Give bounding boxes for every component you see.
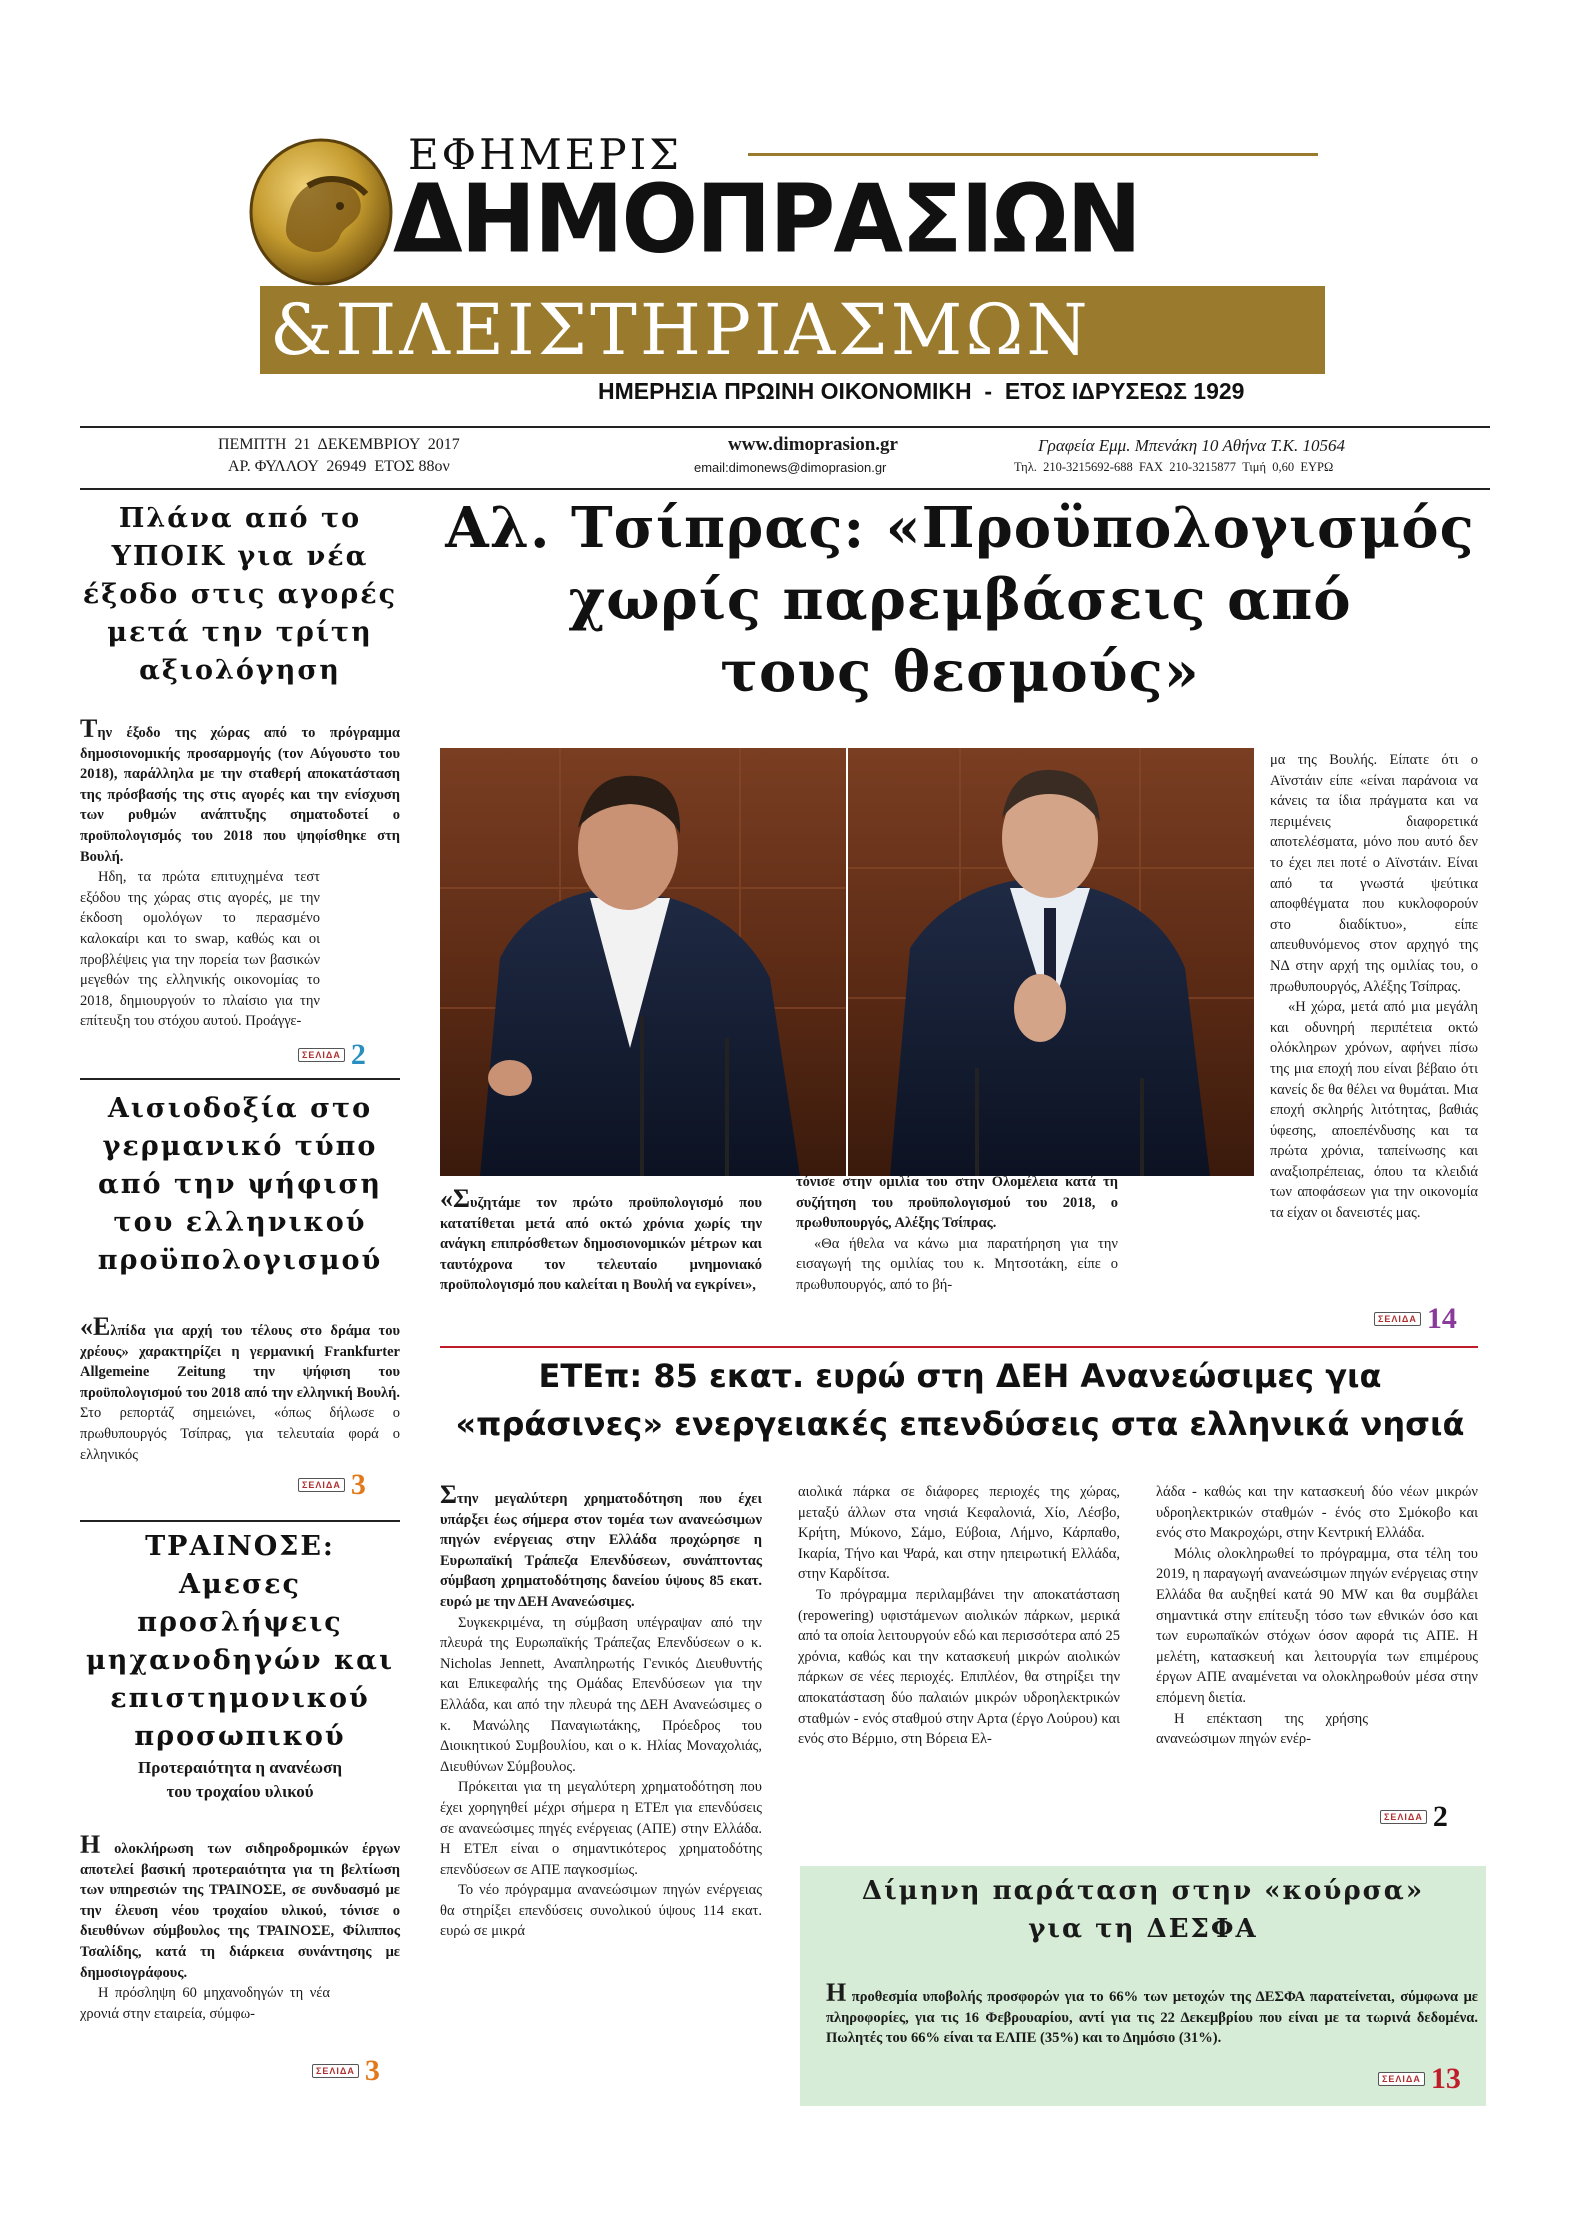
etep-page-ref[interactable]: ΣΕΛΙΔΑ 2 (1380, 1800, 1448, 1834)
side3-subhead: Προτεραιότητα η ανανέωση του τροχαίου υλικού (138, 1758, 342, 1801)
main-photo (440, 748, 1254, 1176)
main-caption-mid: τόνισε στην ομιλία του στην Ολομέλεια κατά τη συζήτηση του προϋπολογισμού του 2018, ο πρωθυπουργός, Αλέξης Τσίπρας. «Θα ήθελα να κάνω μια παρατήρηση για την εισαγωγή της ομιλίας του κ. Μητσοτάκη, είπε ο πρωθυπουργός, από το βή- (796, 1174, 1118, 1293)
website-link[interactable]: www.dimoprasion.gr (728, 434, 898, 455)
office-address: Γραφεία Εμμ. Μπενάκη 10 Αθήνα Τ.Κ. 10564 (1038, 436, 1346, 455)
issue-date: ΠΕΜΠΤΗ 21 ΔΕΚΕΜΒΡΙΟΥ 2017 (218, 436, 460, 453)
etep-headline: ΕΤΕπ: 85 εκατ. ευρώ στη ΔΕΗ Ανανεώσιμες για «πράσινες» ενεργειακές επενδύσεις στα ελληνικά νησιά (455, 1357, 1465, 1443)
masthead-line3: &ΠΛΕΙΣΤΗΡΙΑΣΜΩΝ (270, 289, 1091, 371)
side2-text: «Ελπίδα για αρχή του τέλους στο δράμα του χρέους» χαρακτηρίζει η γερμανική Frankfurter Allgemeine Zeitung την ψήφιση του προϋπολογισμού του 2018 από την ελληνική Βουλή. Στο ρεπορτάζ σημειώνει, «όπως δήλωσε ο πρωθυπουργός Τσίπρας, για τελευταία φορά ο ελληνικός (80, 1312, 400, 1463)
masthead-line1: ΕΦΗΜΕΡΙΣ (408, 130, 682, 179)
desfa-page-ref[interactable]: ΣΕΛΙΔΑ 13 (1378, 2062, 1461, 2096)
side1-text: Την έξοδο της χώρας από το πρόγραμμα δημοσιονομικής προσαρμογής (τον Αύγουστο του 2018), παράλληλα με την σταθερή αποκατάσταση της πρόσβασής της στις αγορές και την ενίσχυση των ρυθμών ανάπτυξης σηματοδοτεί ο προϋπολογισμός του 2018 που ψηφίσθηκε στη Βουλή. Ηδη, τα πρώτα επιτυχημένα τεστ εξόδου της χώρας στις αγορές, με την έκδοση ομολόγων το περασμένο καλοκαίρι και το swap, καθώς και οι προβλέψεις για την πορεία των βασικών μεγεθών της ελληνικής οικονομίας το 2018, δημιουργούν το πλαίσιο για την επίτευξη του στόχου αυτού. Προάγγε- (80, 720, 400, 1032)
side3-page-ref[interactable]: ΣΕΛΙΔΑ 3 (312, 2054, 380, 2088)
infobar-rule (80, 488, 1490, 490)
issue-number: ΑΡ. ΦΥΛΛΟΥ 26949 ΕΤΟΣ 88ον (228, 458, 450, 475)
email-link[interactable]: email:dimonews@dimoprasion.gr (694, 460, 887, 475)
top-rule (80, 426, 1490, 428)
main-caption-left: «Συζητάμε τον πρώτο προϋπολογισμό που κατατίθεται μετά από οκτώ χρόνια χωρίς την ανάγκη επιπρόσθετων δημοσιονομικών μέτρων και ταυτόχρονα τον τελευταίο μνημονιακό προϋπολογισμό που καλείται η Βουλή να εγκρίνει», (440, 1184, 762, 1294)
etep-col2: αιολικά πάρκα σε διάφορες περιοχές της χώρας, μεταξύ άλλων στα νησιά Κεφαλονιά, Χίο, Λέσβο, Κρήτη, Μύκονο, Σάμο, Εύβοια, Λήμνο, Κάρπαθο, Ικαρία, Τήνο και Ψαρά, και στην ηπειρωτική Ελλάδα, στην Καρδίτσα. Το πρόγραμμα περιλαμβάνει την αποκατάσταση (repowering) υφιστάμενων αιολικών πάρκων, μερικά από τα οποία λειτουργούν εδώ και περισσότερα από 25 χρόνια, καθώς και την κατασκευή μικρών αιολικών πάρκων σε νέες περιοχές. Επιπλέον, θα στηρίξει την αποκατάσταση δύο παλαιών μικρών υδροηλεκτρικών σταθμών - ενός σταθμού στην Αρτα (έργο Λούρου) και ενός στο Βέρμιο, στη Βόρεια Ελ- (798, 1484, 1120, 1748)
side2-page-ref[interactable]: ΣΕΛΙΔΑ 3 (298, 1468, 366, 1502)
main-right-col: μα της Βουλής. Είπατε ότι ο Αϊνστάιν είπε «είναι παράνοια να κάνεις τα ίδια πράγματα και να περιμένεις διαφορετικά αποτελέσματα, μόνο που αυτό δεν το έχει πει ποτέ ο Αϊνστάιν. Είναι από τα γνωστά ψεύτικα αποφθέγματα που κυκλοφορούν στο διαδίκτυο», είπε απευθυνόμενος στον αρχηγό της ΝΔ στην αρχή της ομιλίας του, ο πρωθυπουργός, Αλέξης Τσίπρας. «Η χώρα, μετά από μια μεγάλη και οδυνηρή περιπέτεια οκτώ ολόκληρων χρόνων, αφήνει πίσω της μια εποχή που είναι βέβαιο ότι κανείς δε θα θέλει να θυμάται. Μια εποχή σκληρής λιτότητας, βαθιάς ύφεσης, αποεπένδυσης και τα πρώτα χρόνια, ταπείνωσης και αναξιοπρέπειας, όπου τα κλειδιά των αποφάσεων για την οικονομία τα είχαν οι δανειστές μας. (1270, 752, 1478, 1222)
side1-page-ref[interactable]: ΣΕΛΙΔΑ 2 (298, 1038, 366, 1072)
phone-info: Τηλ. 210-3215692-688 FAX 210-3215877 Τιμή 0,60 ΕΥΡΩ (1014, 460, 1334, 474)
side1-headline: Πλάνα από το ΥΠΟΙΚ για νέα έξοδο στις αγορές μετά την τρίτη αξιολόγηση (82, 503, 398, 686)
main-headline: Αλ. Τσίπρας: «Προϋπολογισμός χωρίς παρεμβάσεις από τους θεσμούς» (445, 495, 1475, 705)
masthead-tagline: ΗΜΕΡΗΣΙΑ ΠΡΩΙΝΗ ΟΙΚΟΝΟΜΙΚΗ - ΕΤΟΣ ΙΔΡΥΣΕΩΣ 1929 (598, 378, 1245, 404)
side2-headline: Αισιοδοξία στο γερμανικό τύπο από την ψήφιση του ελληνικού προϋπολογισμού (97, 1093, 383, 1276)
coin-logo-icon (248, 138, 394, 286)
side-rule-1 (80, 1078, 400, 1080)
side1-body: Ηδη, τα πρώτα επιτυχημένα τεστ εξόδου της χώρας στις αγορές, με την έκδοση ομολόγων το περασμένο καλοκαίρι και το swap, καθώς και οι προβλέψεις για την πορεία των βασικών μεγεθών της ελληνικής οικονομίας το 2018, δημιουργούν το πλαίσιο για την επίτευξη του στόχου αυτού. Προάγγε- (80, 869, 320, 1030)
desfa-text: Η προθεσμία υποβολής προσφορών για το 66% των μετοχών της ΔΕΣΦΑ παρατείνεται, σύμφωνα με πληροφορίες, για τις 16 Φεβρουαρίου, αντί για τις 22 Δεκεμβρίου που είναι με τα τωρινά δεδομένα. Πωλητές του 66% είναι τα ΕΛΠΕ (35%) και το Δημόσιο (31%). (826, 1978, 1478, 2047)
masthead (248, 128, 1338, 418)
masthead-line2: ΔΗΜΟΠΡΑΣΙΩΝ (393, 164, 1140, 275)
etep-col1: Στην μεγαλύτερη χρηματοδότηση που έχει υπάρξει έως σήμερα στον τομέα των ανανεώσιμων πηγών ενέργειας στην Ελλάδα προχώρησε η Ευρωπαϊκή Τράπεζα Επενδύσεων, συνάπτοντας σύμβαση χρηματοδότησης δανείου ύψους 85 εκατ. ευρώ με την ΔΕΗ Ανανεώσιμες. Συγκεκριμένα, τη σύμβαση υπέγραψαν από την πλευρά της Ευρωπαϊκής Τράπεζας Επενδύσεων ο κ. Nicholas Jennett, Αναπληρωτής Γενικός Διευθυντής και Επικεφαλής της Ομάδας Επενδύσεων για την Ελλάδα, και από την πλευρά της ΔΕΗ Ανανεώσιμες ο κ. Μανώλης Παναγιωτάκης, Πρόεδρος του Διοικητικού Συμβουλίου, και ο κ. Ηλίας Μοναχολιάς, Διευθύνων Σύμβουλος. Πρόκειται για τη μεγαλύτερη χρηματοδότηση που έχει χορηγηθεί μέχρι σήμερα η ΕΤΕπ για επενδύσεις σε ανανεώσιμες πηγές ενέργειας (ΑΠΕ) στην Ελλάδα. Η ΕΤΕπ είναι ο σημαντικότερος χρηματοδότης επενδύσεων σε ΑΠΕ παγκοσμίως. Το νέο πρόγραμμα ανανεώσιμων πηγών ενέργειας θα στηρίξει επενδύσεις συνολικού ύψους 114 εκατ. ευρώ σε μικρά (440, 1480, 762, 1940)
masthead-rule (748, 153, 1318, 156)
side-rule-2 (80, 1520, 400, 1522)
main-red-rule (440, 1346, 1478, 1348)
desfa-headline: Δίμηνη παράταση στην «κούρσα» για τη ΔΕΣΦΑ (861, 1876, 1425, 1944)
side3-text: Η ολοκλήρωση των σιδηροδρομικών έργων αποτελεί βασική προτεραιότητα για τη βελτίωση των υπηρεσιών της ΤΡΑΙΝΟΣΕ, σε συνδυασμό με την έλευση νέου τροχαίου υλικού, τόνισε ο διευθύνων σύμβουλος της ΤΡΑΙΝΟΣΕ, Φίλιππος Τσαλίδης, κατά τη διάρκεια συνάντησης με δημοσιογράφους. Η πρόσληψη 60 μηχανοδηγών τη νέα χρονιά στην εταιρεία, σύμφω- (80, 1830, 400, 2022)
etep-col3: λάδα - καθώς και την κατασκευή δύο νέων μικρών υδροηλεκτρικών σταθμών - ένός στο Σμόκοβο και ενός στο Μακροχώρι, στην Κεντρική Ελλάδα. Μόλις ολοκληρωθεί το πρόγραμμα, στα τέλη του 2019, η παραγωγή ανανεώσιμων πηγών ενέργειας στην Ελλάδα θα αυξηθεί κατά 90 MW και θα συμβάλει σημαντικά στην επίτευξη τόσο των εθνικών όσο και των ευρωπαϊκών στόχων όσον αφορά τις ΑΠΕ. Η μελέτη, κατασκευή και λειτουργία των επιμέρους έργων ΑΠΕ αναμένεται να ολοκληρωθούν μέσα στην επόμενη διετία. Η επέκταση της χρήσης ανανεώσιμων πηγών ενέρ- (1156, 1484, 1478, 1748)
side3-headline: ΤΡΑΙΝΟΣΕ: Αμεσες προσλήψεις μηχανοδηγών και επιστημονικού προσωπικού (85, 1531, 395, 1752)
main-page-ref[interactable]: ΣΕΛΙΔΑ 14 (1374, 1302, 1457, 1336)
